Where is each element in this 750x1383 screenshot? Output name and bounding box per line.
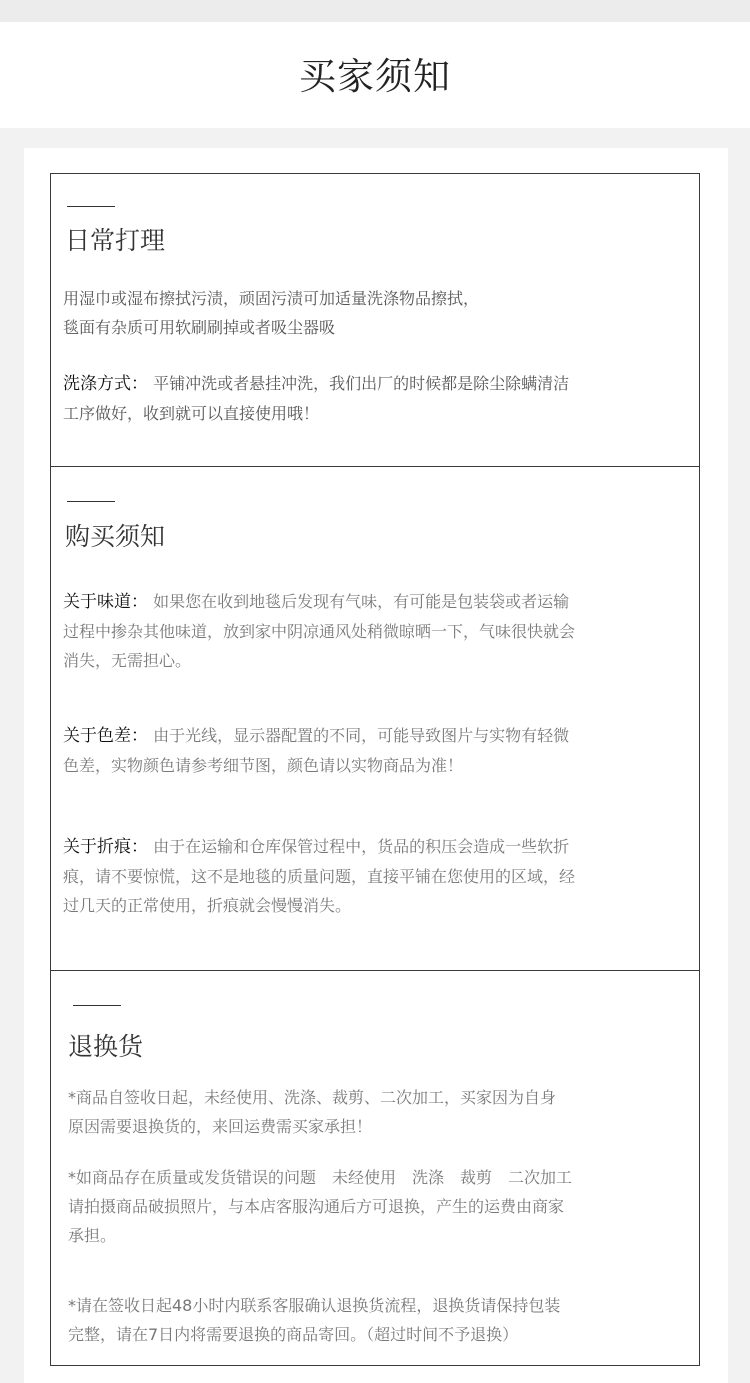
paragraph (63, 832, 693, 920)
paragraph-label: 关于色差： (63, 726, 148, 746)
text-line: 平铺冲洗或者悬挂冲洗，我们出厂的时候都是除尘除螨清洁 (153, 374, 570, 393)
text-line: 过几天的正常使用，折痕就会慢慢消失。 (63, 896, 352, 915)
notice-frame (50, 173, 700, 1366)
top-band (0, 0, 750, 22)
text-line: 色差，实物颜色请参考细节图，颜色请以实物商品为准！ (63, 756, 464, 775)
text-line: *请在签收日起48小时内联系客服确认退换货流程，退换货请保持包装 (68, 1296, 561, 1315)
paragraph (63, 284, 693, 342)
text-line: 承担。 (68, 1226, 117, 1245)
text-line: 由于在运输和仓库保管过程中，货品的积压会造成一些软折 (153, 837, 570, 856)
text-line: 毯面有杂质可用软刷刷掉或者吸尘器吸 (63, 318, 336, 337)
paragraph (68, 1163, 698, 1250)
section-daily-care (51, 174, 699, 467)
text-line: 工序做好，收到就可以直接使用哦！ (63, 404, 320, 423)
section-divider-mark (73, 1005, 121, 1006)
paragraph-label: 关于折痕： (63, 837, 148, 857)
text-line: *商品自签收日起，未经使用、洗涤、裁剪、二次加工，买家因为自身 (68, 1088, 557, 1107)
paragraph (68, 1291, 698, 1349)
text-line: *如商品存在质量或发货错误的问题 未经使用 洗涤 裁剪 二次加工 (68, 1168, 573, 1187)
section-returns (51, 971, 699, 1365)
text-line: 请拍摄商品破损照片，与本店客服沟通后方可退换，产生的运费由商家 (68, 1197, 565, 1216)
paragraph (68, 1083, 698, 1141)
text-line: 过程中掺杂其他味道，放到家中阴凉通风处稍微晾晒一下，气味很快就会 (63, 622, 576, 641)
section-purchase-notice (51, 467, 699, 971)
text-line: 痕，请不要惊慌，这不是地毯的质量问题，直接平铺在您使用的区域，经 (63, 867, 576, 886)
section-title: 日常打理 (65, 226, 166, 255)
text-line: 用湿巾或湿布擦拭污渍，顽固污渍可加适量洗涤物品擦拭， (63, 289, 480, 308)
text-line: 完整，请在7日内将需要退换的商品寄回。（超过时间不予退换） (68, 1325, 519, 1344)
paragraph (63, 369, 693, 428)
paragraph (63, 587, 693, 675)
section-divider-mark (67, 206, 115, 207)
section-title: 购买须知 (65, 522, 166, 551)
text-line: 由于光线，显示器配置的不同，可能导致图片与实物有轻微 (153, 726, 570, 745)
paragraph-label: 关于味道： (63, 592, 148, 612)
page-title: 买家须知 (299, 55, 451, 98)
paragraph (63, 721, 693, 780)
text-line: 原因需要退换货的，来回运费需买家承担！ (68, 1117, 373, 1136)
text-line: 如果您在收到地毯后发现有气味，有可能是包装袋或者运输 (153, 592, 570, 611)
text-line: 消失，无需担心。 (63, 651, 192, 670)
section-divider-mark (67, 501, 115, 502)
section-title: 退换货 (68, 1032, 144, 1061)
paragraph-label: 洗涤方式： (63, 374, 148, 394)
